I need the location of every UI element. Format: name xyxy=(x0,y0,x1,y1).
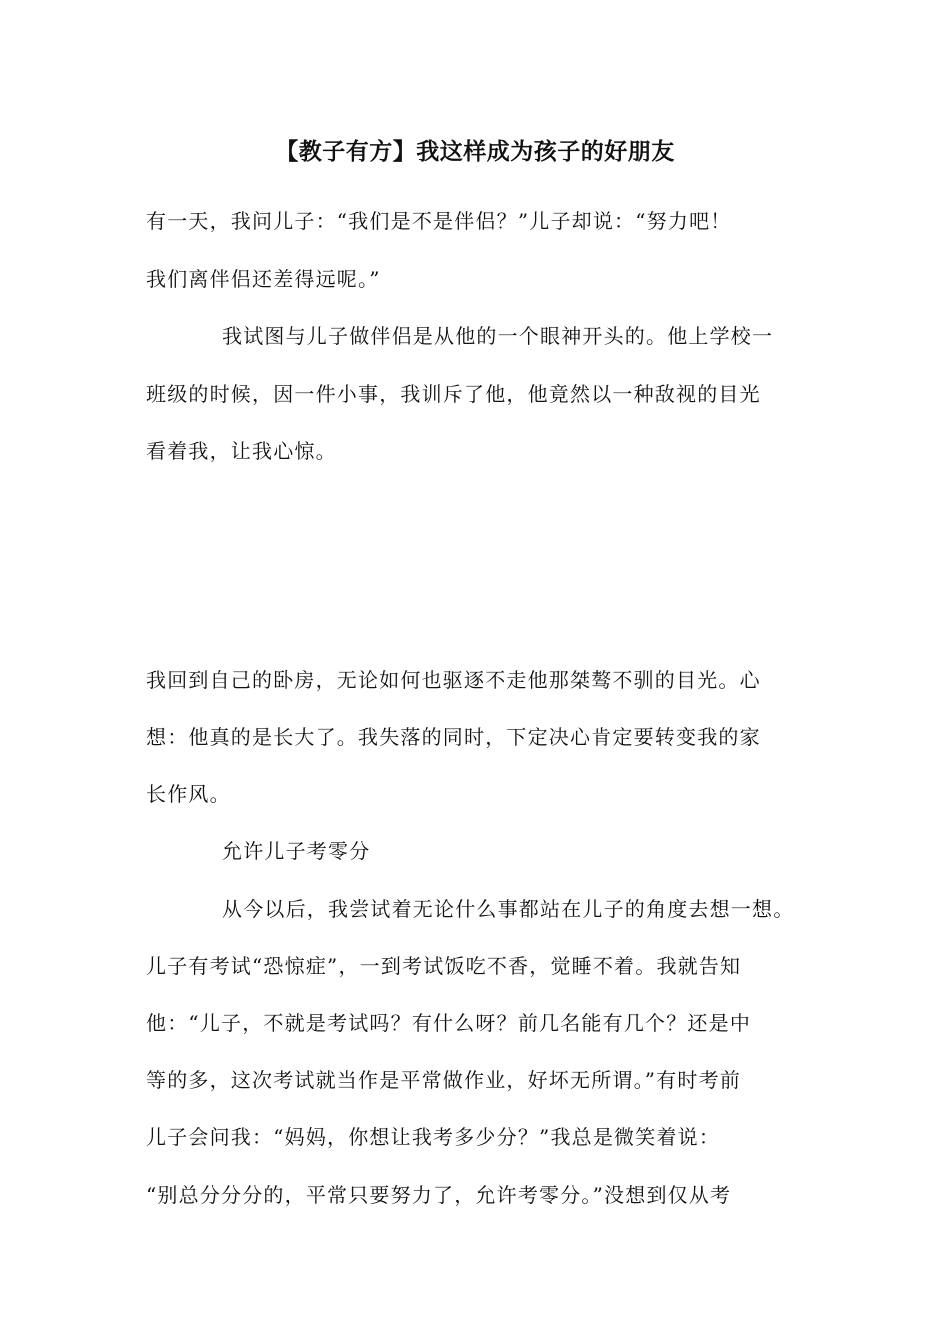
document-title: 【教子有方】我这样成为孩子的好朋友 xyxy=(275,138,675,165)
paragraph-line: 想：他真的是长大了。我失落的同时，下定决心肯定要转变我的家 xyxy=(146,725,761,749)
paragraph-line: 儿子有考试“恐惊症”，一到考试饭吃不香，觉睡不着。我就告知 xyxy=(146,954,742,978)
paragraph-line: 有一天，我问儿子：“我们是不是伴侣？”儿子却说：“努力吧！ xyxy=(146,209,732,233)
paragraph-line: “别总分分分的，平常只要努力了，允许考零分。”没想到仅从考 xyxy=(146,1183,732,1207)
paragraph-line: 看着我，让我心惊。 xyxy=(146,439,337,463)
paragraph-line: 我们离伴侣还差得远呢。” xyxy=(146,267,381,291)
paragraph-line: 长作风。 xyxy=(146,782,231,806)
paragraph-line: 等的多，这次考试就当作是平常做作业，好坏无所谓。”有时考前 xyxy=(146,1068,742,1092)
paragraph-line: 班级的时候，因一件小事，我训斥了他，他竟然以一种敌视的目光 xyxy=(146,382,761,406)
paragraph-line: 他：“儿子，不就是考试吗？有什么呀？前几名能有几个？还是中 xyxy=(146,1011,752,1035)
section-heading: 允许儿子考零分 xyxy=(222,839,371,863)
paragraph-line: 儿子会问我：“妈妈，你想让我考多少分？”我总是微笑着说： xyxy=(146,1125,721,1149)
paragraph-line: 我试图与儿子做伴侣是从他的一个眼神开头的。他上学校一 xyxy=(222,324,774,348)
paragraph-line: 从今以后，我尝试着无论什么事都站在儿子的角度去想一想。 xyxy=(222,897,795,921)
paragraph-line: 我回到自己的卧房，无论如何也驱逐不走他那桀骜不驯的目光。心 xyxy=(146,668,761,692)
